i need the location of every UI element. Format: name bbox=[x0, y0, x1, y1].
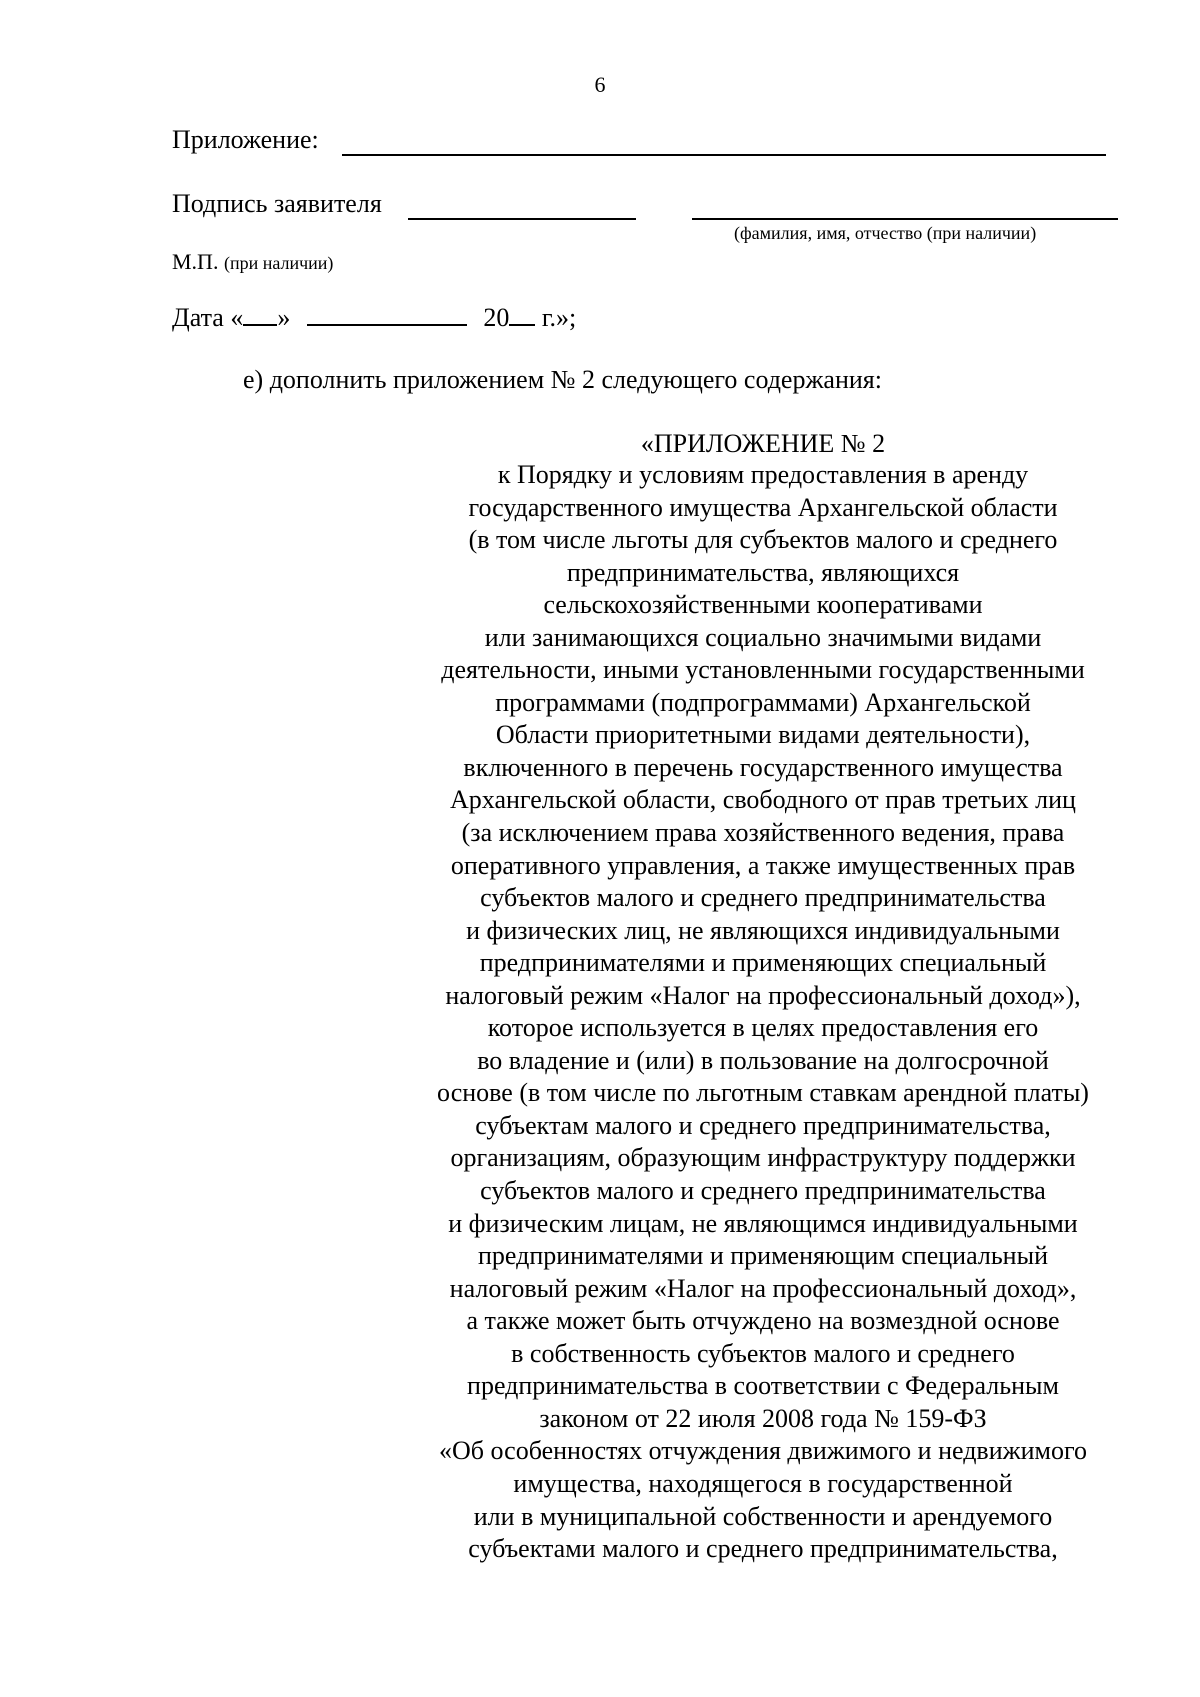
appendix-line: (за исключением права хозяйственного ведения, права bbox=[461, 818, 1065, 848]
date-year-blank bbox=[509, 300, 535, 326]
fio-caption: (фамилия, имя, отчество (при наличии) bbox=[734, 223, 1037, 243]
appendix-line: а также может быть отчуждено на возмездной основе bbox=[466, 1306, 1060, 1336]
appendix-line: деятельности, иными установленными государственными bbox=[441, 655, 1085, 685]
date-year-prefix: 20 bbox=[483, 303, 510, 332]
appendix-line: или занимающихся социально значимыми видами bbox=[484, 622, 1042, 652]
attachment-label: Приложение: bbox=[172, 125, 319, 154]
appendix-line: имущества, находящегося в государственной bbox=[513, 1468, 1013, 1498]
appendix-line: субъектов малого и среднего предпринимательства bbox=[480, 1176, 1046, 1206]
stamp-label: М.П. bbox=[172, 249, 219, 274]
appendix-line: субъектов малого и среднего предпринимательства bbox=[480, 883, 1046, 913]
appendix-line: к Порядку и условиям предоставления в аренду bbox=[497, 460, 1029, 489]
appendix-line: и физическим лицам, не являющимся индивидуальными bbox=[448, 1208, 1078, 1238]
instruction-paragraph: е) дополнить приложением № 2 следующего содержания: bbox=[243, 365, 882, 394]
date-row bbox=[172, 300, 576, 334]
appendix-line: государственного имущества Архангельской области bbox=[468, 492, 1058, 522]
appendix-line: субъектам малого и среднего предпринимательства, bbox=[475, 1110, 1051, 1140]
date-month-blank bbox=[307, 300, 467, 326]
appendix-line: предпринимателями и применяющих специальный bbox=[479, 948, 1047, 978]
appendix-line: или в муниципальной собственности и арендуемого bbox=[473, 1501, 1053, 1531]
appendix-line: предпринимателями и применяющим специальный bbox=[478, 1241, 1048, 1271]
appendix-title: «ПРИЛОЖЕНИЕ № 2 bbox=[640, 429, 886, 458]
appendix-line: (в том числе льготы для субъектов малого и среднего bbox=[468, 525, 1058, 555]
appendix-line: законом от 22 июля 2008 года № 159-ФЗ bbox=[539, 1403, 987, 1433]
date-close-quote: » bbox=[277, 303, 291, 332]
appendix-line: которое используется в целях предоставления его bbox=[487, 1013, 1039, 1043]
appendix-body bbox=[400, 459, 1126, 1566]
signature-blank bbox=[408, 218, 636, 220]
signature-label: Подпись заявителя bbox=[172, 189, 382, 218]
appendix-line: оперативного управления, а также имущественных прав bbox=[450, 850, 1076, 880]
appendix-line: налоговый режим «Налог на профессиональный доход», bbox=[449, 1273, 1077, 1303]
appendix-line: в собственность субъектов малого и среднего bbox=[511, 1338, 1015, 1368]
appendix-line: «Об особенностях отчуждения движимого и недвижимого bbox=[439, 1436, 1087, 1466]
appendix-line: сельскохозяйственными кооперативами bbox=[543, 590, 983, 620]
appendix-line: предпринимательства в соответствии с Федеральным bbox=[467, 1371, 1059, 1401]
appendix-line: включенного в перечень государственного имущества bbox=[463, 752, 1063, 782]
appendix-line: предпринимательства, являющихся bbox=[566, 557, 960, 587]
appendix-line: Области приоритетными видами деятельности), bbox=[495, 720, 1031, 750]
appendix-line: основе (в том числе по льготным ставкам арендной платы) bbox=[437, 1078, 1089, 1108]
appendix-line: Архангельской области, свободного от прав третьих лиц bbox=[450, 785, 1076, 815]
stamp-placeholder bbox=[172, 248, 333, 277]
appendix-line: и физических лиц, не являющихся индивидуальными bbox=[466, 915, 1060, 945]
date-day-blank bbox=[243, 300, 277, 326]
appendix-line: во владение и (или) в пользование на долгосрочной bbox=[477, 1045, 1049, 1075]
fio-blank bbox=[692, 218, 1118, 220]
appendix-line: программами (подпрограммами) Архангельской bbox=[495, 687, 1031, 717]
date-year-suffix: г.»; bbox=[541, 303, 577, 332]
attachment-blank bbox=[342, 154, 1106, 156]
appendix-line: налоговый режим «Налог на профессиональный доход»), bbox=[445, 980, 1081, 1010]
date-label: Дата « bbox=[172, 303, 244, 332]
appendix-line: субъектами малого и среднего предпринимательства, bbox=[468, 1534, 1058, 1564]
page-number: 6 bbox=[594, 72, 606, 97]
stamp-note: (при наличии) bbox=[223, 253, 334, 273]
appendix-line: организациям, образующим инфраструктуру поддержки bbox=[450, 1143, 1076, 1173]
